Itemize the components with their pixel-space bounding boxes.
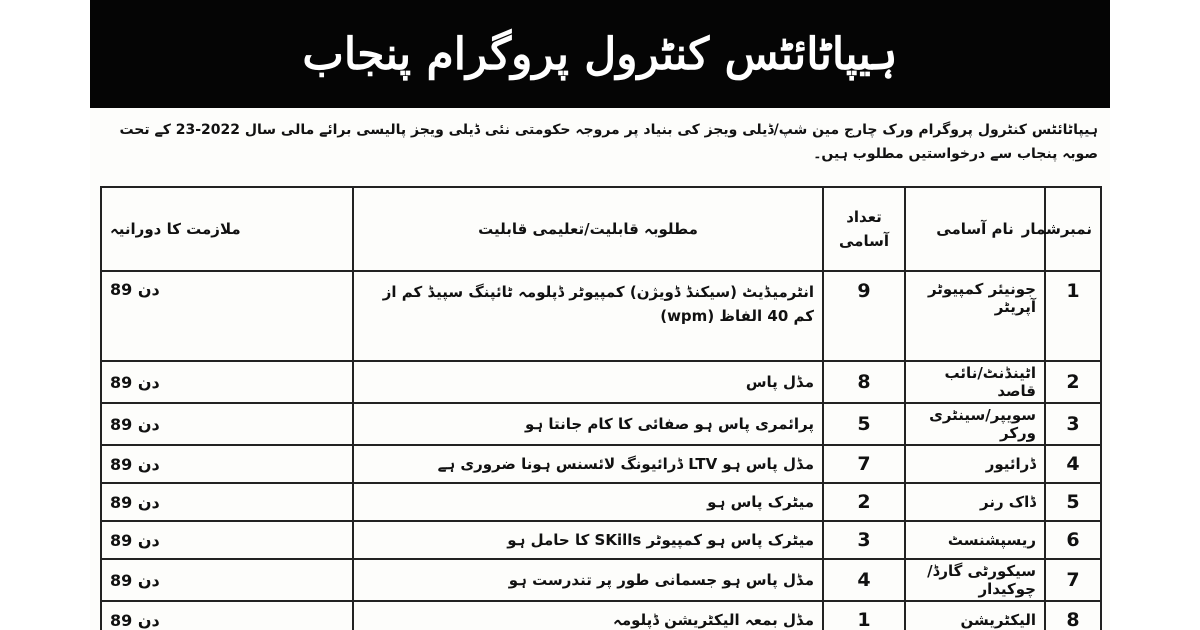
cell-serial: 2 xyxy=(1045,361,1101,403)
cell-count: 3 xyxy=(823,521,905,559)
cell-qualification: مڈل پاس ہو جسمانی طور پر تندرست ہو xyxy=(353,559,823,601)
cell-serial: 4 xyxy=(1045,445,1101,483)
table-row xyxy=(101,361,1101,403)
right-margin xyxy=(1110,0,1200,630)
table-row xyxy=(101,403,1101,445)
header-serial: نمبرشمار xyxy=(1045,187,1101,271)
banner-title: ہیپاٹائٹس کنٹرول پروگرام پنجاب xyxy=(302,28,898,80)
cell-qualification: مڈل بمعہ الیکٹریشن ڈپلومہ xyxy=(353,601,823,630)
cell-serial: 5 xyxy=(1045,483,1101,521)
cell-count: 8 xyxy=(823,361,905,403)
cell-serial: 8 xyxy=(1045,601,1101,630)
cell-duration: 89 دن xyxy=(101,361,353,403)
table-row xyxy=(101,483,1101,521)
cell-count: 7 xyxy=(823,445,905,483)
cell-title: سویپر/سینٹری ورکر xyxy=(905,403,1045,445)
header-banner xyxy=(90,0,1110,108)
header-count xyxy=(823,187,905,271)
table-row xyxy=(101,445,1101,483)
table-header-row xyxy=(101,187,1101,271)
cell-title: الیکٹریشن xyxy=(905,601,1045,630)
cell-qualification: مڈل پاس ہو LTV ڈرائیونگ لائسنس ہونا ضروری ہے xyxy=(353,445,823,483)
cell-title: ڈرائیور xyxy=(905,445,1045,483)
cell-duration: 89 دن xyxy=(101,403,353,445)
cell-serial: 7 xyxy=(1045,559,1101,601)
cell-duration: 89 دن xyxy=(101,521,353,559)
cell-title: سیکورٹی گارڈ/چوکیدار xyxy=(905,559,1045,601)
cell-title: ڈاک رنر xyxy=(905,483,1045,521)
header-count-line2: آسامی xyxy=(839,232,889,250)
cell-count: 4 xyxy=(823,559,905,601)
cell-serial: 1 xyxy=(1045,271,1101,361)
cell-serial: 3 xyxy=(1045,403,1101,445)
cell-title: ریسپشنسٹ xyxy=(905,521,1045,559)
table-row xyxy=(101,559,1101,601)
cell-count: 1 xyxy=(823,601,905,630)
cell-qualification: انٹرمیڈیٹ (سیکنڈ ڈویژن) کمپیوٹر ڈپلومہ ٹائپنگ سپیڈ کم از کم 40 الفاظ (wpm) xyxy=(353,271,823,361)
cell-duration: 89 دن xyxy=(101,483,353,521)
cell-duration: 89 دن xyxy=(101,271,353,361)
header-count-line1: تعداد xyxy=(846,208,882,226)
cell-qualification: میٹرک پاس ہو xyxy=(353,483,823,521)
cell-duration: 89 دن xyxy=(101,601,353,630)
cell-title: جونیئر کمپیوٹر آپریٹر xyxy=(905,271,1045,361)
cell-count: 5 xyxy=(823,403,905,445)
header-title: نام آسامی xyxy=(905,187,1045,271)
cell-title: اٹینڈنٹ/نائب قاصد xyxy=(905,361,1045,403)
cell-serial: 6 xyxy=(1045,521,1101,559)
cell-duration: 89 دن xyxy=(101,445,353,483)
vacancies-table xyxy=(100,186,1102,630)
table-row xyxy=(101,601,1101,630)
cell-duration: 89 دن xyxy=(101,559,353,601)
left-margin xyxy=(0,0,90,630)
header-duration: ملازمت کا دورانیہ xyxy=(101,187,353,271)
intro-paragraph: ہیپاٹائٹس کنٹرول پروگرام ورک چارج مین شپ/ڈیلی ویجز کی بنیاد پر مروجہ حکومتی نئی ڈیلی ویجز پالیسی برائے مالی سال 2022-23 کے تحت صوبہ پنجاب سے درخواستیں مطلوب ہیں۔ xyxy=(119,122,1098,162)
cell-qualification: پرائمری پاس ہو صفائی کا کام جانتا ہو xyxy=(353,403,823,445)
table-row xyxy=(101,271,1101,361)
cell-qualification: مڈل پاس xyxy=(353,361,823,403)
cell-count: 2 xyxy=(823,483,905,521)
header-qualification: مطلوبہ قابلیت/تعلیمی قابلیت xyxy=(353,187,823,271)
cell-count: 9 xyxy=(823,271,905,361)
job-advertisement xyxy=(90,0,1110,630)
cell-qualification: میٹرک پاس ہو کمپیوٹر SKills کا حامل ہو xyxy=(353,521,823,559)
table-row xyxy=(101,521,1101,559)
